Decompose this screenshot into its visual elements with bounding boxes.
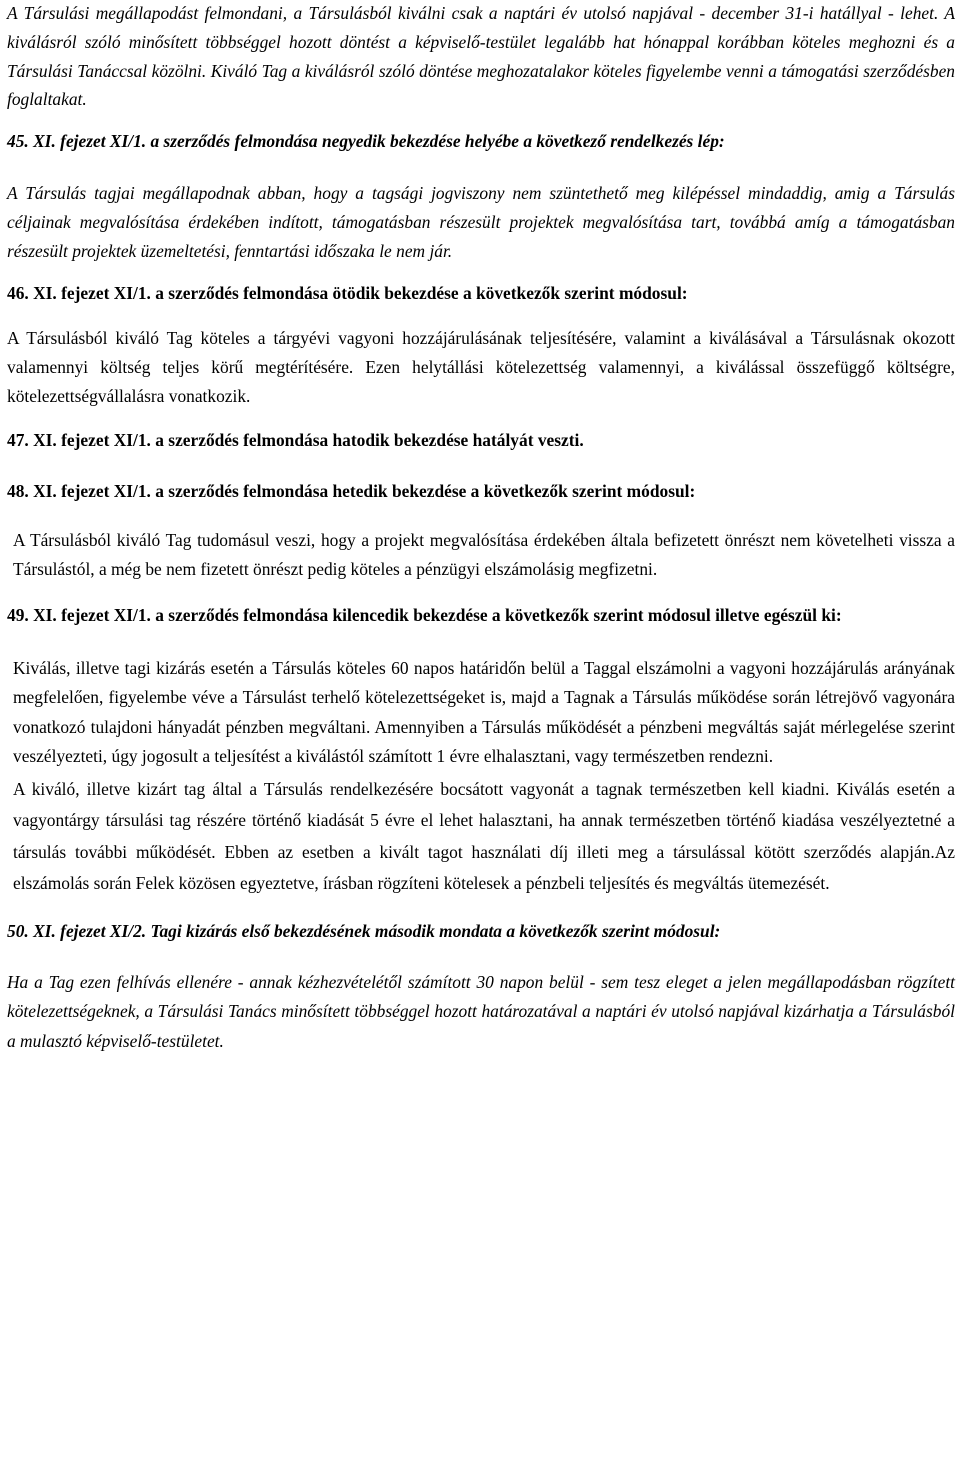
section-45-heading: 45. XI. fejezet XI/1. a szerződés felmondása negyedik bekezdése helyébe a következő rendelkezés lép: <box>7 131 725 152</box>
section-49-paragraph-2: A kiváló, illetve kizárt tag által a Társulás rendelkezésére bocsátott vagyonát a tagnak természetben kell kiadni. Kiválás esetén a vagyontárgy társulási tag részére történő kiadását 5 évre el lehet halasztani, ha annak természetben történő kiadása veszélyeztetné a társulás további működését. Ebben az esetben a kivált tagot használati díj illeti meg a társulással kötött szerződés alapján.Az elszámolás során Felek közösen egyeztetve, írásban rögzíteni kötelesek a pénzbeli teljesítés és megváltás ütemezését. <box>13 778 955 894</box>
section-46-heading: 46. XI. fejezet XI/1. a szerződés felmondása ötödik bekezdése a következők szerint módosul: <box>7 283 688 304</box>
document-page <box>7 0 955 1057</box>
section-48-paragraph: A Társulásból kiváló Tag tudomásul veszi, hogy a projekt megvalósítása érdekében általa befizetett önrészt nem követelheti vissza a Társulástól, a még be nem fizetett önrészt pedig köteles a pénzügyi elszámolásig megfizetni. <box>13 530 955 579</box>
section-46-paragraph: A Társulásból kiváló Tag köteles a tárgyévi vagyoni hozzájárulásának teljesítésére, valamint a kiválásával a Társulásnak okozott valamennyi költség teljes körű megtérítésére. Ezen helytállási kötelezettség valamennyi, a kiválással összefüggő költségre, kötelezettségvállalásra vonatkozik. <box>7 328 955 406</box>
section-48-heading: 48. XI. fejezet XI/1. a szerződés felmondása hetedik bekezdése a következők szerint módosul: <box>7 481 696 502</box>
intro-paragraph: A Társulási megállapodást felmondani, a Társulásból kiválni csak a naptári év utolsó napjával - december 31-i hatállyal - lehet. A kiválásról szóló minősített többséggel hozott döntést a képviselő-testület legalább hat hónappal korábban köteles meghozni és a Társulási Tanáccsal közölni. Kiváló Tag a kiválásról szóló döntése meghozatalakor köteles figyelembe venni a támogatási szerződésben foglaltakat. <box>7 3 955 110</box>
section-49-heading: 49. XI. fejezet XI/1. a szerződés felmondása kilencedik bekezdése a következők szerint módosul illetve egészül ki: <box>7 604 842 625</box>
section-47-heading: 47. XI. fejezet XI/1. a szerződés felmondása hatodik bekezdése hatályát veszti. <box>7 429 584 450</box>
section-45-paragraph: A Társulás tagjai megállapodnak abban, hogy a tagsági jogviszony nem szüntethető meg kilépéssel mindaddig, amig a Társulás céljainak megvalósítása érdekében indított, támogatásban részesült projektek megvalósítása tart, továbbá amíg a támogatásban részesült projektek üzemeltetési, fenntartási időszaka le nem jár. <box>7 182 955 261</box>
section-49-paragraph-1: Kiválás, illetve tagi kizárás esetén a Társulás köteles 60 napos határidőn belül a Taggal elszámolni a vagyoni hozzájárulás arányának megfelelően, figyelembe véve a Társulást terhelő kötelezettségeket is, majd a Tagnak a Társulás működése során létrejövő vagyonára vonatkozó tulajdoni hányadát pénzben megváltani. Amennyiben a Társulás működését a pénzbeni megváltás saját mérlegelése szerint veszélyezteti, úgy jogosult a teljesítést a kiválástól számított 1 évre elhalasztani, vagy természetben rendezni. <box>13 657 955 767</box>
section-50-heading: 50. XI. fejezet XI/2. Tagi kizárás első bekezdésének második mondata a következők szerint módosul: <box>7 920 721 941</box>
section-50-paragraph: Ha a Tag ezen felhívás ellenére - annak kézhezvételétől számított 30 napon belül - sem tesz eleget a jelen megállapodásban rögzített kötelezettségeknek, a Társulási Tanács minősített többséggel hozott határozatával a naptári év utolsó napjával kizárhatja a Társulásból a mulasztó képviselő-testületet. <box>7 971 955 1051</box>
